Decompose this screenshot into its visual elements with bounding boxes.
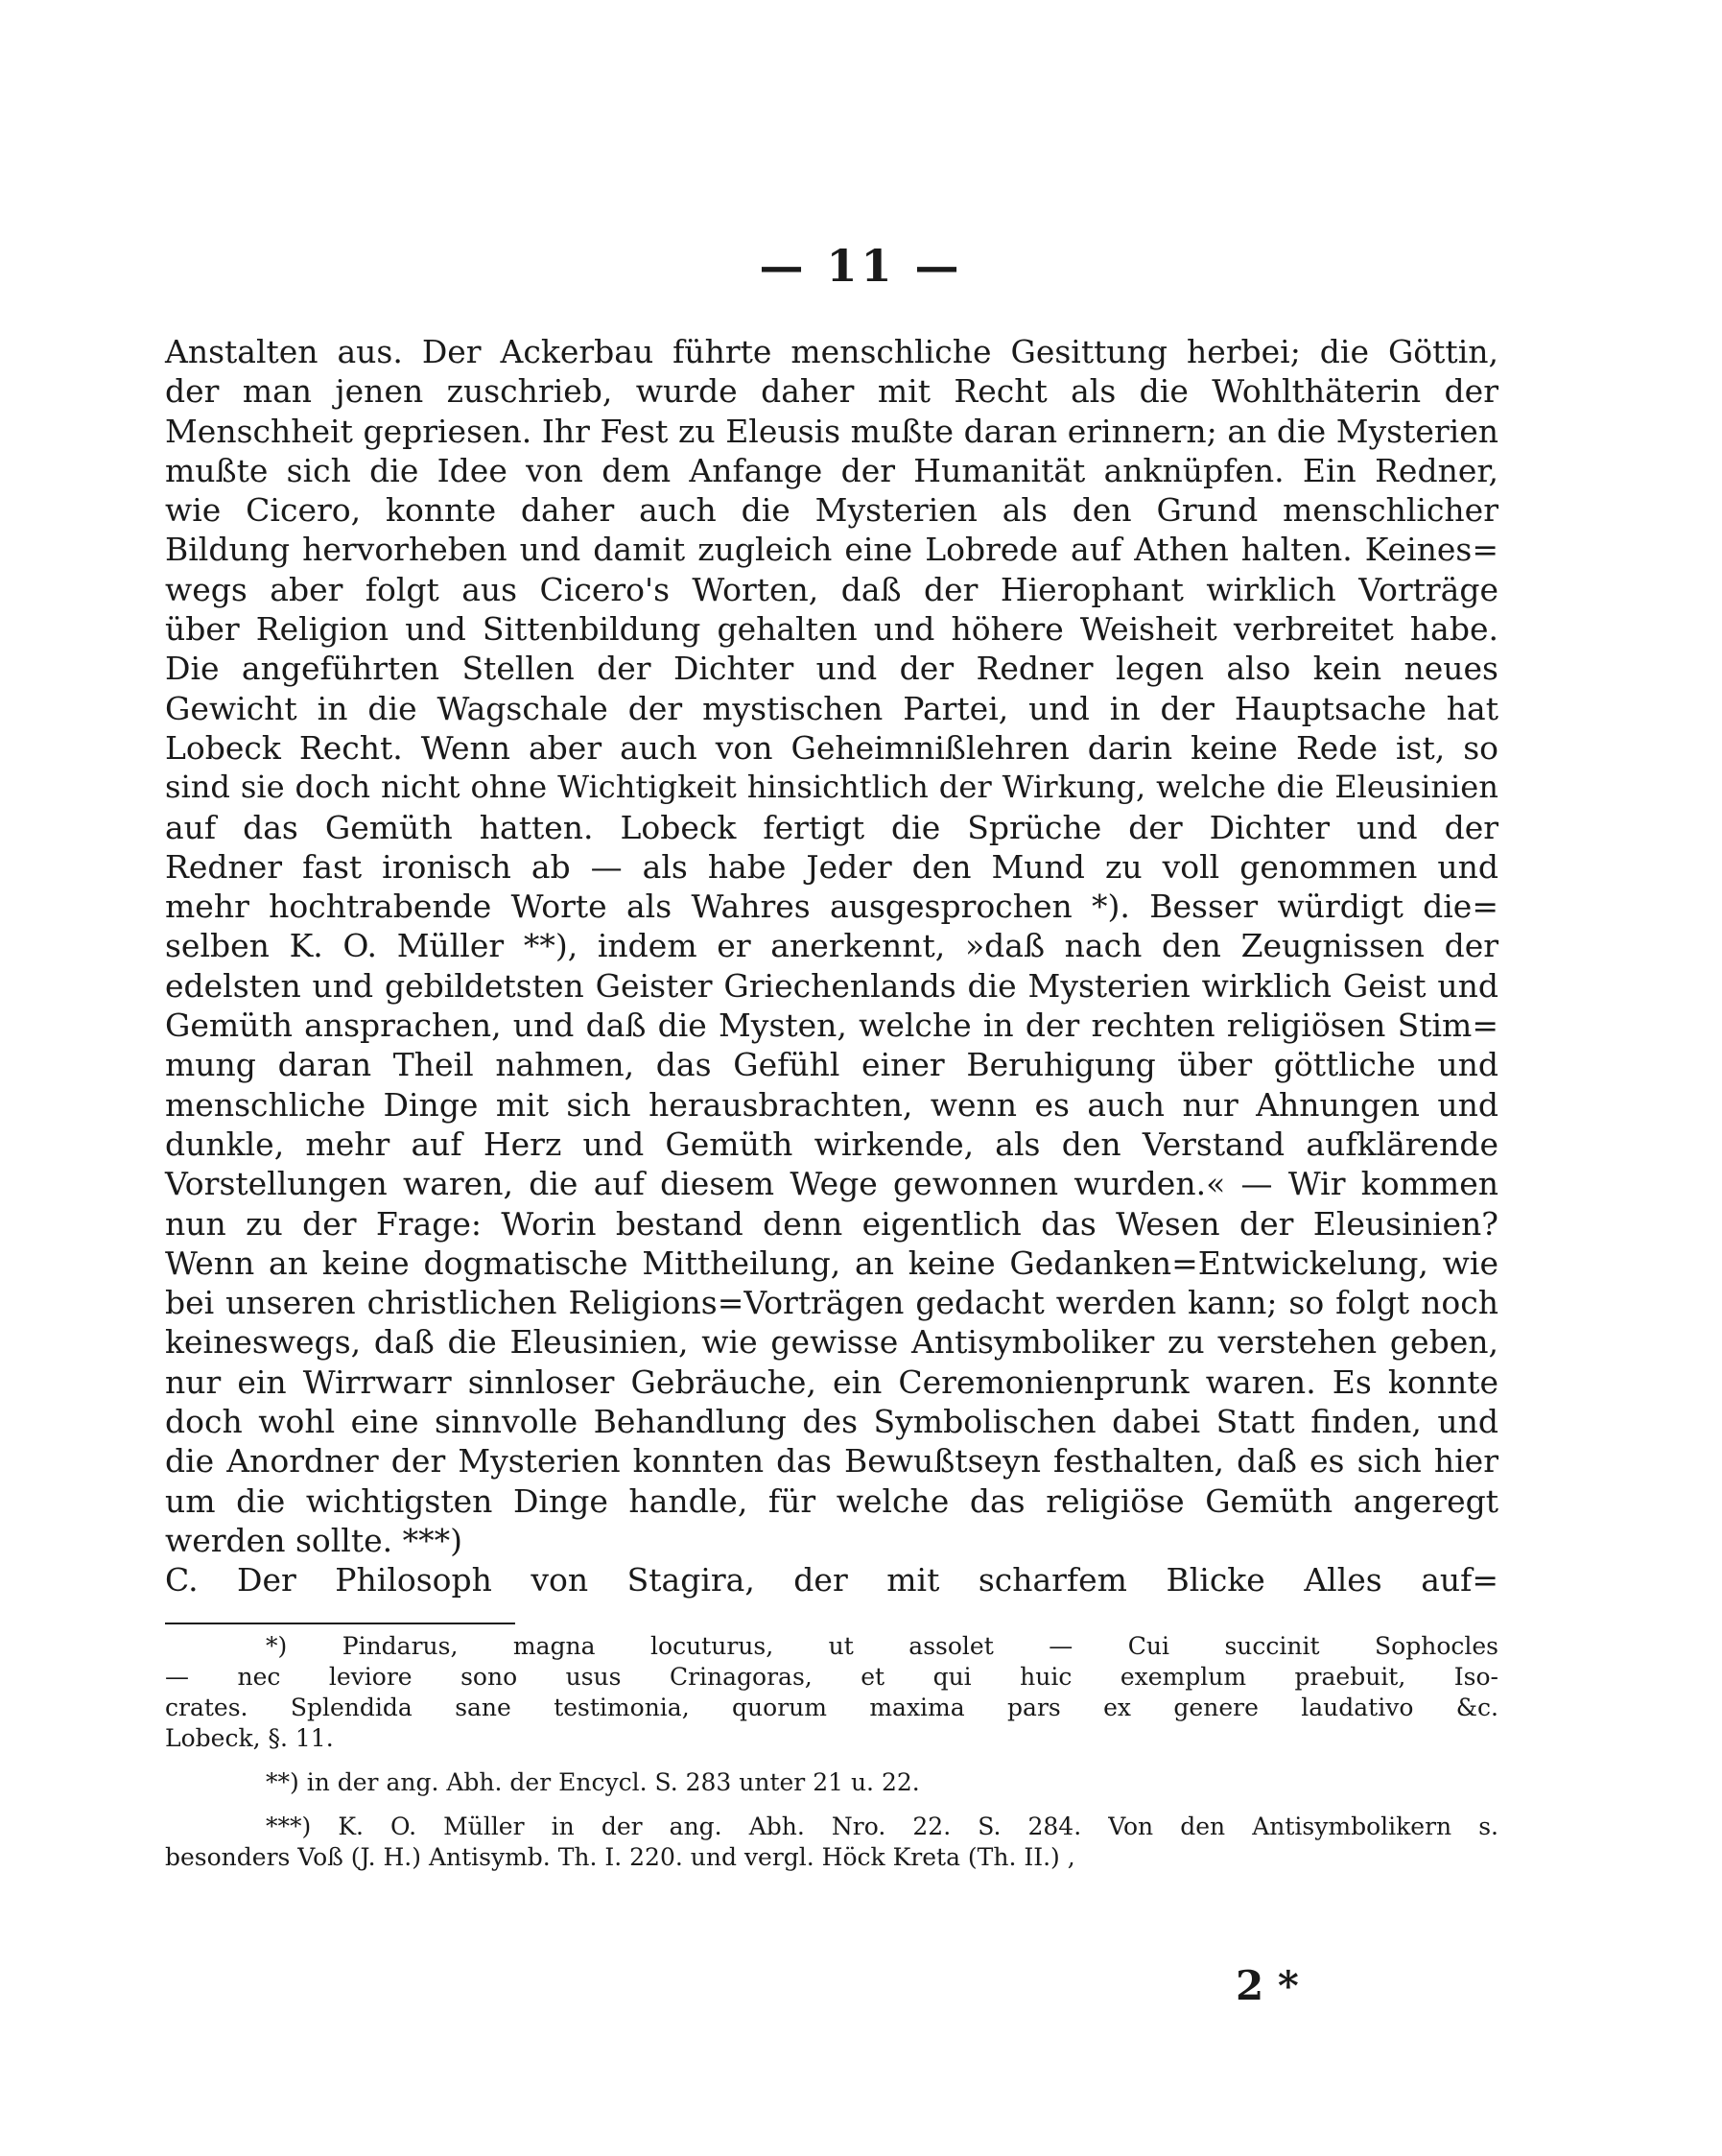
body-line: Redner fast ironisch ab — als habe Jeder den Mund zu voll genommen und	[165, 847, 1498, 886]
body-line: keineswegs, daß die Eleusinien, wie gewisse Antisymboliker zu verstehen geben,	[165, 1323, 1498, 1362]
body-line: auf das Gemüth hatten. Lobeck fertigt die Sprüche der Dichter und der	[165, 808, 1498, 846]
body-line: über Religion und Sittenbildung gehalten und höhere Weisheit verbreitet habe.	[165, 610, 1498, 649]
body-line: Die angeführten Stellen der Dichter und der Redner legen also kein neues	[165, 650, 1498, 688]
body-line: der man jenen zuschrieb, wurde daher mit Recht als die Wohlthäterin der	[165, 372, 1498, 411]
body-line: nun zu der Frage: Worin bestand denn eigentlich das Wesen der Eleusinien?	[165, 1204, 1498, 1243]
body-line: wie Cicero, konnte daher auch die Mysterien als den Grund menschlicher	[165, 491, 1498, 530]
footnote-line: besonders Voß (J. H.) Antisymb. Th. I. 220. und vergl. Höck Kreta (Th. II.) ,	[165, 1843, 1075, 1871]
footnote-line: crates. Splendida sane testimonia, quorum maxima pars ex genere laudativo &c.	[165, 1694, 1498, 1721]
body-line: bei unseren christlichen Religions=Vorträgen gedacht werden kann; so folgt noch	[165, 1284, 1498, 1322]
body-line: wegs aber folgt aus Cicero's Worten, daß der Hierophant wirklich Vorträge	[165, 570, 1498, 608]
body-line: Menschheit gepriesen. Ihr Fest zu Eleusis mußte daran erinnern; an die Mysterien	[165, 412, 1498, 450]
body-line: Bildung hervorheben und damit zugleich eine Lobrede auf Athen halten. Keines=	[165, 531, 1498, 569]
footnote-line: — nec leviore sono usus Crinagoras, et qui huic exemplum praebuit, Iso-	[165, 1663, 1498, 1691]
body-line: Wenn an keine dogmatische Mittheilung, an keine Gedanken=Entwickelung, wie	[165, 1244, 1498, 1282]
body-line: menschliche Dinge mit sich herausbrachten, wenn es auch nur Ahnungen und	[165, 1085, 1498, 1124]
body-line: edelsten und gebildetsten Geister Griechenlands die Mysterien wirklich Geist und	[165, 966, 1498, 1005]
body-line: Gemüth ansprachen, und daß die Mysten, welche in der rechten religiösen Stim=	[165, 1007, 1498, 1045]
body-line: Vorstellungen waren, die auf diesem Wege gewonnen wurden.« — Wir kommen	[165, 1165, 1498, 1203]
body-line: nur ein Wirrwarr sinnloser Gebräuche, ein Ceremonienprunk waren. Es konnte	[165, 1362, 1498, 1401]
footnote-line: *) Pindarus, magna locuturus, ut assolet — Cui succinit Sophocles	[266, 1632, 1498, 1660]
body-line: um die wichtigsten Dinge handle, für welche das religiöse Gemüth angeregt	[165, 1481, 1498, 1520]
body-line: mung daran Theil nahmen, das Gefühl einer Beruhigung über göttliche und	[165, 1046, 1498, 1084]
body-line: mußte sich die Idee von dem Anfange der Humanität anknüpfen. Ein Redner,	[165, 451, 1498, 489]
footnote-rule	[165, 1623, 515, 1624]
body-line: die Anordner der Mysterien konnten das Bewußtseyn festhalten, daß es sich hier	[165, 1442, 1498, 1481]
body-line: C. Der Philosoph von Stagira, der mit scharfem Blicke Alles auf=	[165, 1561, 1498, 1599]
body-text	[165, 332, 1498, 1600]
footnote-line: Lobeck, §. 11.	[165, 1724, 334, 1752]
body-line: dunkle, mehr auf Herz und Gemüth wirkende, als den Verstand aufklärende	[165, 1125, 1498, 1163]
body-line: doch wohl eine sinnvolle Behandlung des Symbolischen dabei Statt finden, und	[165, 1403, 1498, 1441]
body-line: Lobeck Recht. Wenn aber auch von Geheimnißlehren darin keine Rede ist, so	[165, 728, 1498, 767]
body-line: sind sie doch nicht ohne Wichtigkeit hinsichtlich der Wirkung, welche die Eleusinien	[165, 769, 1498, 806]
body-line: werden sollte. ***)	[165, 1521, 463, 1559]
page-number: — 11 —	[759, 240, 963, 292]
footnotes	[165, 1631, 1498, 1873]
body-line: Anstalten aus. Der Ackerbau führte menschliche Gesittung herbei; die Göttin,	[165, 333, 1498, 370]
footnote-line: **) in der ang. Abh. der Encycl. S. 283 unter 21 u. 22.	[266, 1768, 920, 1796]
footnote-line: ***) K. O. Müller in der ang. Abh. Nro. 22. S. 284. Von den Antisymbolikern s.	[266, 1812, 1498, 1840]
body-line: Gewicht in die Wagschale der mystischen Partei, und in der Hauptsache hat	[165, 689, 1498, 727]
body-line: selben K. O. Müller **), indem er anerkennt, »daß nach den Zeugnissen der	[165, 927, 1498, 965]
body-line: mehr hochtrabende Worte als Wahres ausgesprochen *). Besser würdigt die=	[165, 888, 1498, 926]
signature-mark: 2 *	[1236, 1962, 1299, 2009]
